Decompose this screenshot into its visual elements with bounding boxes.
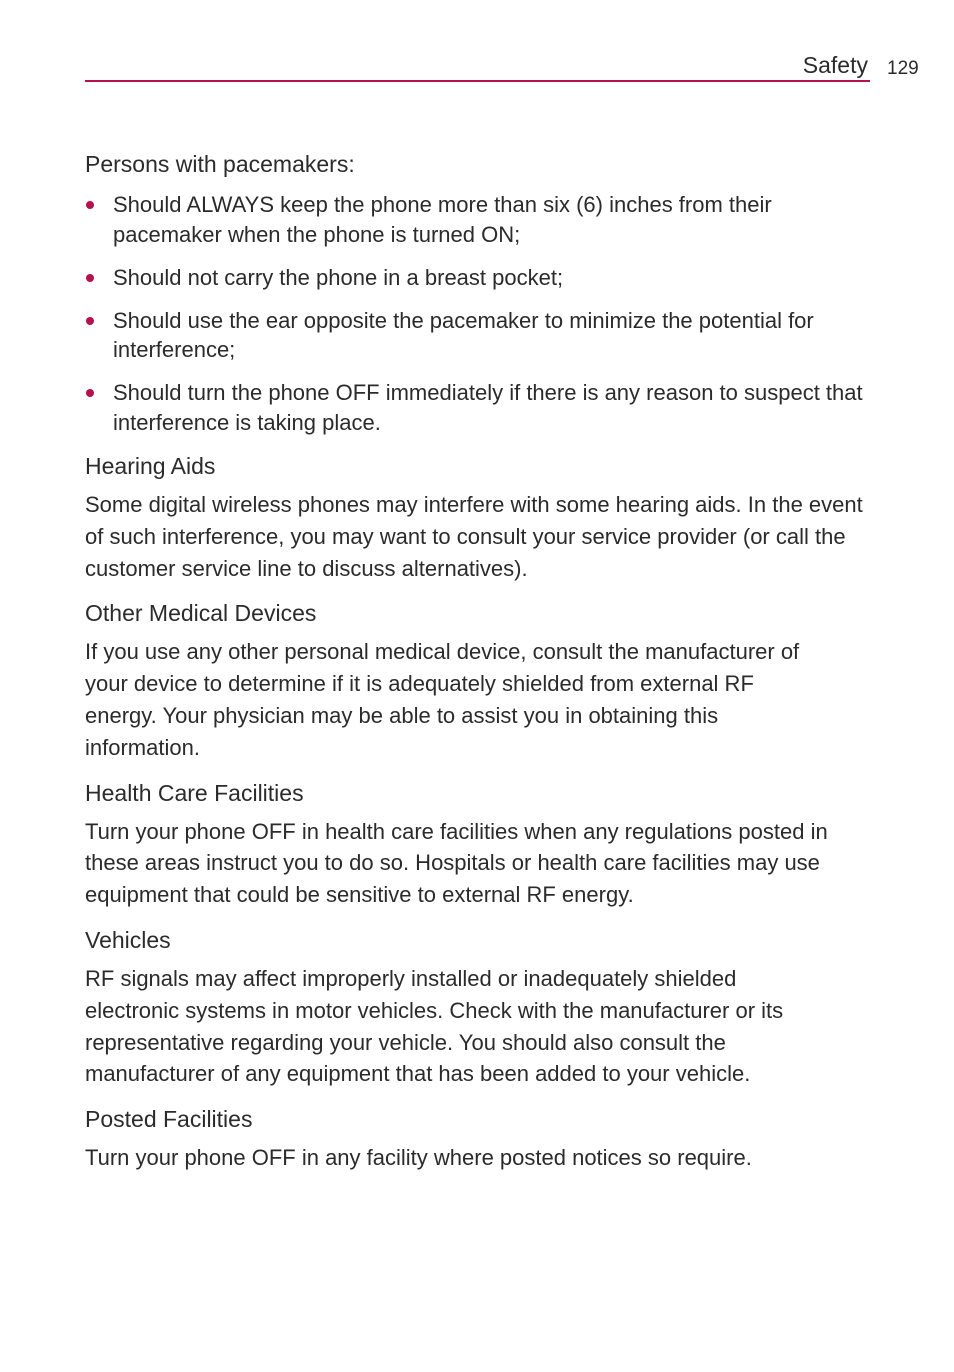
bullet-icon [86, 389, 94, 397]
paragraph-hearing-aids: Some digital wireless phones may interfere with some hearing aids. In the event of such interference, you may want to consult your service provider (or call the customer service line to discuss alternatives). [85, 492, 863, 581]
heading-health-care: Health Care Facilities [85, 779, 304, 806]
section-other-medical [85, 597, 875, 763]
bullet-icon [86, 201, 94, 209]
header-divider [85, 80, 870, 82]
section-title: Safety [802, 52, 868, 78]
section-pacemakers [85, 148, 875, 437]
heading-other-medical: Other Medical Devices [85, 600, 317, 627]
list-item [85, 263, 875, 293]
heading-vehicles: Vehicles [85, 926, 171, 953]
section-hearing-aids [85, 450, 875, 584]
section-vehicles [85, 924, 875, 1090]
section-posted [85, 1103, 875, 1174]
page-header [85, 48, 870, 82]
bullet-icon [86, 317, 94, 325]
paragraph-vehicles: RF signals may affect improperly installed or inadequately shielded electronic systems in motor vehicles. Check with the manufacturer or its representative regarding your vehicle. You should also consult the manufacturer of any equipment that has been added to your vehicle. [85, 965, 784, 1087]
page-content [85, 148, 875, 1174]
heading-hearing-aids: Hearing Aids [85, 453, 216, 479]
list-item-text: Should not carry the phone in a breast pocket; [113, 264, 564, 290]
paragraph-posted: Turn your phone OFF in any facility where posted notices so require. [85, 1145, 752, 1171]
list-item-text: Should ALWAYS keep the phone more than six (6) inches from their pacemaker when the phone is turned ON; [113, 192, 772, 247]
list-item [85, 306, 875, 365]
bullet-icon [86, 274, 94, 282]
list-item-text: Should turn the phone OFF immediately if there is any reason to suspect that interference is taking place. [113, 380, 863, 435]
heading-pacemakers: Persons with pacemakers: [85, 151, 355, 177]
list-item [85, 190, 875, 249]
paragraph-other-medical: If you use any other personal medical device, consult the manufacturer of your device to determine if it is adequately shielded from external RF energy. Your physician may be able to assist you in obtaining this information. [85, 639, 800, 760]
paragraph-health-care: Turn your phone OFF in health care facilities when any regulations posted in these areas instruct you to do so. Hospitals or health care facilities may use equipment that could be sensitive to external RF energy. [85, 818, 828, 908]
list-item-text: Should use the ear opposite the pacemaker to minimize the potential for interference; [113, 307, 814, 362]
list-item [85, 378, 875, 437]
pacemaker-list [85, 190, 875, 437]
page-number: 129 [887, 58, 919, 79]
heading-posted: Posted Facilities [85, 1106, 253, 1133]
section-health-care [85, 777, 875, 911]
